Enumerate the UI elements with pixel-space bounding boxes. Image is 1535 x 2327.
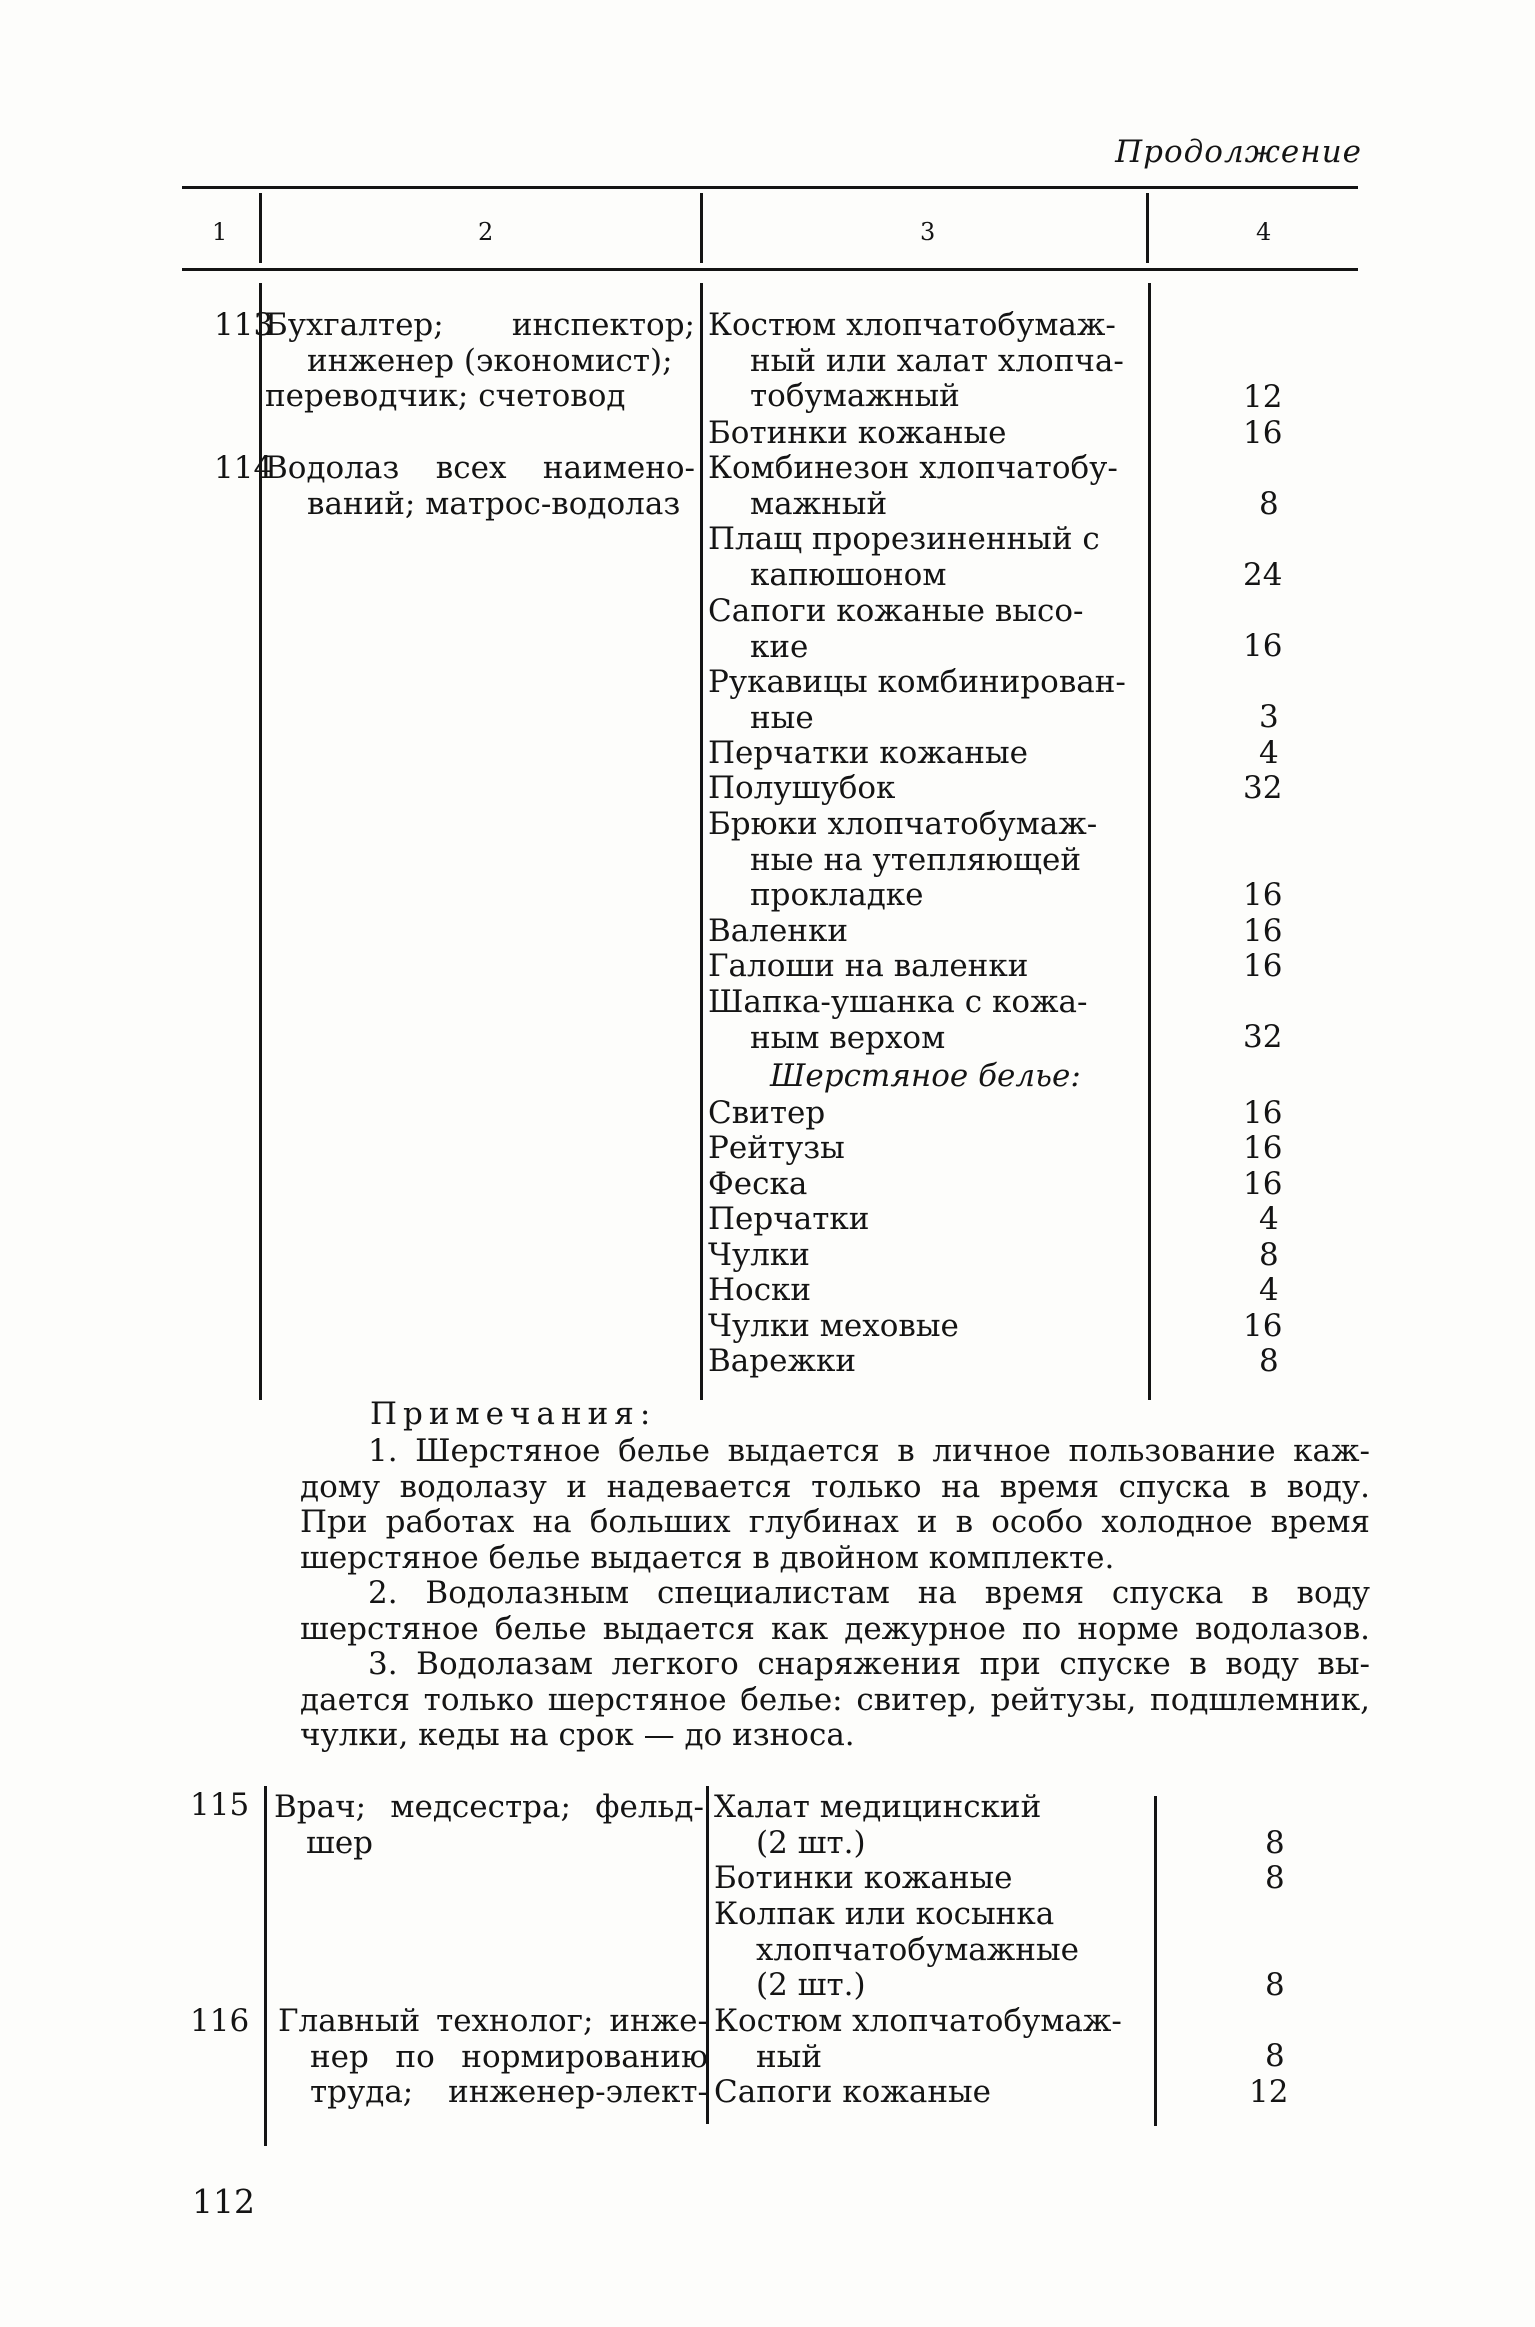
wool-qty-socks: 4 [1259, 1272, 1279, 1308]
qty-felt-boots: 16 [1243, 913, 1283, 949]
qty-raincoat: 24 [1243, 557, 1283, 593]
wool-item-fur-stockings: Чулки меховые [708, 1308, 959, 1344]
wool-qty-mittens: 8 [1259, 1343, 1279, 1379]
item-leather-gloves: Перчатки кожаные [708, 735, 1028, 771]
header-bottom-rule [182, 268, 1358, 271]
column-header-4: 4 [1256, 218, 1272, 246]
qty-insulated-trousers: 16 [1243, 877, 1283, 913]
qty-medical-gown: 8 [1265, 1825, 1285, 1861]
position-114: Водолаз всех наимено- ваний; матрос-водолаз [265, 450, 695, 522]
notes-heading: Примечания: [370, 1396, 657, 1432]
qty-costume-116: 8 [1265, 2038, 1285, 2074]
column-line-1-lower [264, 1786, 267, 2146]
header-separator-3 [1146, 193, 1149, 263]
item-earflap-hat: Шапка-ушанка с кожа- ным верхом [708, 984, 1088, 1056]
row-number-114: 114 [214, 450, 274, 486]
wool-qty-stockings: 8 [1259, 1237, 1279, 1273]
notes-body: 1. Шерстяное белье выдается в личное пользование каж- дому водолазу и надевается только на время спуска в воду. При работах на больших глубинах и в особо холодное время шерстяное белье выдается в двойном комплекте. 2. Водолазным специалистам на время спуска в воду шерстяное белье выдается как дежурное по норме водолазов. 3. Водолазам легкого снаряжения при спуске в воду вы- дается только шерстяное белье: свитер, рейтузы, подшлемник, чулки, кеды на срок — до износа. [300, 1433, 1370, 1753]
qty-galoshes: 16 [1243, 948, 1283, 984]
wool-item-fez: Феска [708, 1166, 808, 1202]
row-number-116: 116 [190, 2003, 250, 2039]
position-116: Главный технолог; инже- нер по нормированию труда; инженер-элект- [278, 2003, 708, 2110]
qty-high-boots: 16 [1243, 628, 1283, 664]
column-line-3-lower [1154, 1796, 1157, 2126]
wool-item-sweater: Свитер [708, 1095, 826, 1131]
qty-boots-113: 16 [1243, 415, 1283, 451]
header-separator-2 [700, 193, 703, 263]
item-boots-113: Ботинки кожаные [708, 415, 1007, 451]
wool-qty-leggings: 16 [1243, 1130, 1283, 1166]
qty-leather-gloves: 4 [1259, 735, 1279, 771]
item-sheepskin-coat: Полушубок [708, 770, 896, 806]
item-high-boots: Сапоги кожаные высо- кие [708, 593, 1084, 665]
item-cap-kerchief: Колпак или косынка хлопчатобумажные (2 шт.) [714, 1896, 1079, 2003]
qty-earflap-hat: 32 [1243, 1019, 1283, 1055]
row-number-115: 115 [190, 1787, 250, 1823]
column-header-2: 2 [478, 218, 494, 246]
wool-qty-fez: 16 [1243, 1166, 1283, 1202]
column-header-3: 3 [920, 218, 936, 246]
column-header-1: 1 [212, 218, 228, 246]
qty-mittens-combined: 3 [1259, 699, 1279, 735]
wool-qty-sweater: 16 [1243, 1095, 1283, 1131]
wool-item-mittens: Варежки [708, 1343, 857, 1379]
item-boots-115: Ботинки кожаные [714, 1860, 1013, 1896]
header-separator-1 [259, 193, 262, 263]
item-galoshes: Галоши на валенки [708, 948, 1029, 984]
qty-leather-boots-116: 12 [1249, 2074, 1289, 2110]
item-mittens-combined: Рукавицы комбинирован- ные [708, 664, 1126, 736]
qty-coverall: 8 [1259, 486, 1279, 522]
qty-costume-113: 12 [1243, 379, 1283, 415]
position-113: Бухгалтер; инспектор; инженер (экономист); переводчик; счетовод [265, 307, 695, 414]
item-coverall: Комбинезон хлопчатобу- мажный [708, 450, 1118, 522]
wool-item-stockings: Чулки [708, 1237, 810, 1273]
qty-boots-115: 8 [1265, 1860, 1285, 1896]
wool-item-socks: Носки [708, 1272, 812, 1308]
item-costume-113: Костюм хлопчатобумаж- ный или халат хлопча- тобумажный [708, 307, 1124, 414]
item-costume-116: Костюм хлопчатобумаж- ный [714, 2003, 1122, 2075]
wool-item-leggings: Рейтузы [708, 1130, 845, 1166]
wool-qty-gloves: 4 [1259, 1201, 1279, 1237]
column-line-3 [1148, 283, 1151, 1400]
qty-cap-kerchief: 8 [1265, 1967, 1285, 2003]
table-top-rule [182, 186, 1358, 189]
wool-underwear-heading: Шерстяное белье: [770, 1058, 1081, 1094]
wool-item-gloves: Перчатки [708, 1201, 870, 1237]
page-number: 112 [192, 2182, 255, 2221]
wool-qty-fur-stockings: 16 [1243, 1308, 1283, 1344]
qty-sheepskin-coat: 32 [1243, 770, 1283, 806]
position-115: Врач; медсестра; фельд- шер [274, 1789, 704, 1861]
item-leather-boots-116: Сапоги кожаные [714, 2074, 992, 2110]
row-number-113: 113 [214, 307, 274, 343]
item-insulated-trousers: Брюки хлопчатобумаж- ные на утепляющей прокладке [708, 806, 1098, 913]
column-line-2 [700, 283, 703, 1400]
continuation-label: Продолжение [1115, 134, 1362, 170]
item-felt-boots: Валенки [708, 913, 848, 949]
item-medical-gown: Халат медицинский (2 шт.) [714, 1789, 1042, 1861]
item-raincoat: Плащ прорезиненный с капюшоном [708, 521, 1100, 593]
